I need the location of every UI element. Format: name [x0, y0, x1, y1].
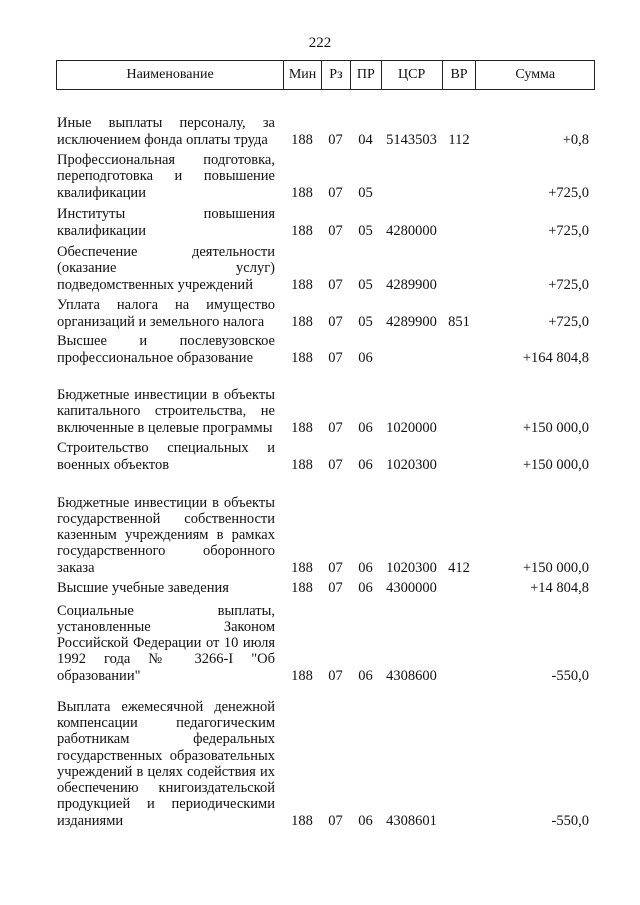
row-rz: 07	[328, 276, 343, 293]
row-min: 188	[291, 667, 313, 684]
row-vr: 112	[448, 131, 470, 148]
row-sum: +150 000,0	[522, 456, 589, 473]
row-vr: 412	[448, 559, 470, 576]
row-sum: -550,0	[551, 812, 589, 829]
row-sum: +14 804,8	[530, 579, 589, 596]
table-row	[56, 201, 595, 239]
row-name: Бюджетные инвестиции в объекты капитального строительства, не включенные в целевые программы	[57, 387, 275, 436]
row-rz: 07	[328, 184, 343, 201]
row-min: 188	[291, 184, 313, 201]
table-row	[56, 684, 595, 829]
header-csr: ЦСР	[381, 61, 442, 89]
row-pr: 06	[358, 419, 373, 436]
header-name: Наименование	[126, 67, 214, 82]
row-name: Бюджетные инвестиции в объекты государственной собственности казенным учреждениям в рамках государственного оборонного заказа	[57, 494, 275, 576]
row-sum: +725,0	[548, 276, 589, 293]
row-min: 188	[291, 419, 313, 436]
page-number: 222	[308, 35, 332, 51]
row-pr: 05	[358, 276, 373, 293]
row-pr: 05	[358, 184, 373, 201]
row-csr: 4289900	[386, 276, 437, 293]
row-csr: 4308600	[386, 667, 437, 684]
row-sum: +164 804,8	[522, 349, 589, 366]
row-csr: 4280000	[386, 222, 437, 239]
row-min: 188	[291, 456, 313, 473]
row-sum: -550,0	[551, 667, 589, 684]
row-name: Институты повышения квалификации	[57, 206, 275, 239]
table-row	[56, 293, 595, 330]
row-name: Социальные выплаты, установленные Законом Российской Федерации от 10 июля 1992 года № 3266-I "Об образовании"	[57, 602, 275, 684]
table-row	[56, 330, 595, 366]
row-min: 188	[291, 222, 313, 239]
row-csr: 1020300	[386, 559, 437, 576]
row-min: 188	[291, 313, 313, 330]
row-sum: +150 000,0	[522, 419, 589, 436]
row-name: Высшие учебные заведения	[57, 579, 229, 596]
row-min: 188	[291, 579, 313, 596]
row-csr: 4300000	[386, 579, 437, 596]
row-pr: 04	[358, 131, 373, 148]
row-csr: 1020300	[386, 456, 437, 473]
row-sum: +0,8	[562, 131, 589, 148]
header-sum: Сумма	[475, 61, 594, 89]
row-min: 188	[291, 559, 313, 576]
row-rz: 07	[328, 222, 343, 239]
header-rz: Рз	[321, 61, 350, 89]
row-vr: 851	[448, 313, 470, 330]
row-sum: +150 000,0	[522, 559, 589, 576]
row-csr: 4289900	[386, 313, 437, 330]
row-rz: 07	[328, 131, 343, 148]
row-sum: +725,0	[548, 222, 589, 239]
row-rz: 07	[328, 456, 343, 473]
row-csr: 1020000	[386, 419, 437, 436]
row-name: Высшее и послевузовское профессиональное образование	[57, 333, 275, 366]
row-name: Обеспечение деятельности (оказание услуг) подведомственных учреждений	[57, 244, 275, 293]
row-rz: 07	[328, 559, 343, 576]
row-pr: 06	[358, 349, 373, 366]
row-rz: 07	[328, 419, 343, 436]
header-min: Мин	[283, 61, 321, 89]
table-row	[56, 596, 595, 684]
row-name: Выплата ежемесячной денежной компенсации педагогическим работникам федеральных государственных образовательных учреждений в целях содействия их обеспечению книгоиздательской продукцией и периодическими изданиями	[57, 698, 275, 829]
row-pr: 06	[358, 667, 373, 684]
row-pr: 06	[358, 559, 373, 576]
table-header	[56, 60, 595, 90]
row-min: 188	[291, 276, 313, 293]
row-rz: 07	[328, 349, 343, 366]
row-pr: 06	[358, 812, 373, 829]
table-row	[56, 473, 595, 576]
row-rz: 07	[328, 313, 343, 330]
row-rz: 07	[328, 667, 343, 684]
row-rz: 07	[328, 812, 343, 829]
row-pr: 06	[358, 456, 373, 473]
row-pr: 06	[358, 579, 373, 596]
row-name: Уплата налога на имущество организаций и земельного налога	[57, 297, 275, 330]
row-sum: +725,0	[548, 313, 589, 330]
table-row	[56, 436, 595, 473]
row-rz: 07	[328, 579, 343, 596]
table-row	[56, 239, 595, 293]
row-name: Строительство специальных и военных объектов	[57, 440, 275, 473]
table-row	[56, 95, 595, 148]
row-min: 188	[291, 349, 313, 366]
header-pr: ПР	[350, 61, 381, 89]
row-min: 188	[291, 131, 313, 148]
table-row	[56, 576, 595, 596]
row-name: Иные выплаты персоналу, за исключением фонда оплаты труда	[57, 115, 275, 148]
row-pr: 05	[358, 313, 373, 330]
table-body	[56, 95, 595, 829]
row-sum: +725,0	[548, 184, 589, 201]
row-csr: 4308601	[386, 812, 437, 829]
row-name: Профессиональная подготовка, переподготовка и повышение квалификации	[57, 152, 275, 201]
table-row	[56, 148, 595, 201]
header-vr: ВР	[442, 61, 476, 89]
table-row	[56, 366, 595, 436]
row-pr: 05	[358, 222, 373, 239]
row-min: 188	[291, 812, 313, 829]
row-csr: 5143503	[386, 131, 437, 148]
